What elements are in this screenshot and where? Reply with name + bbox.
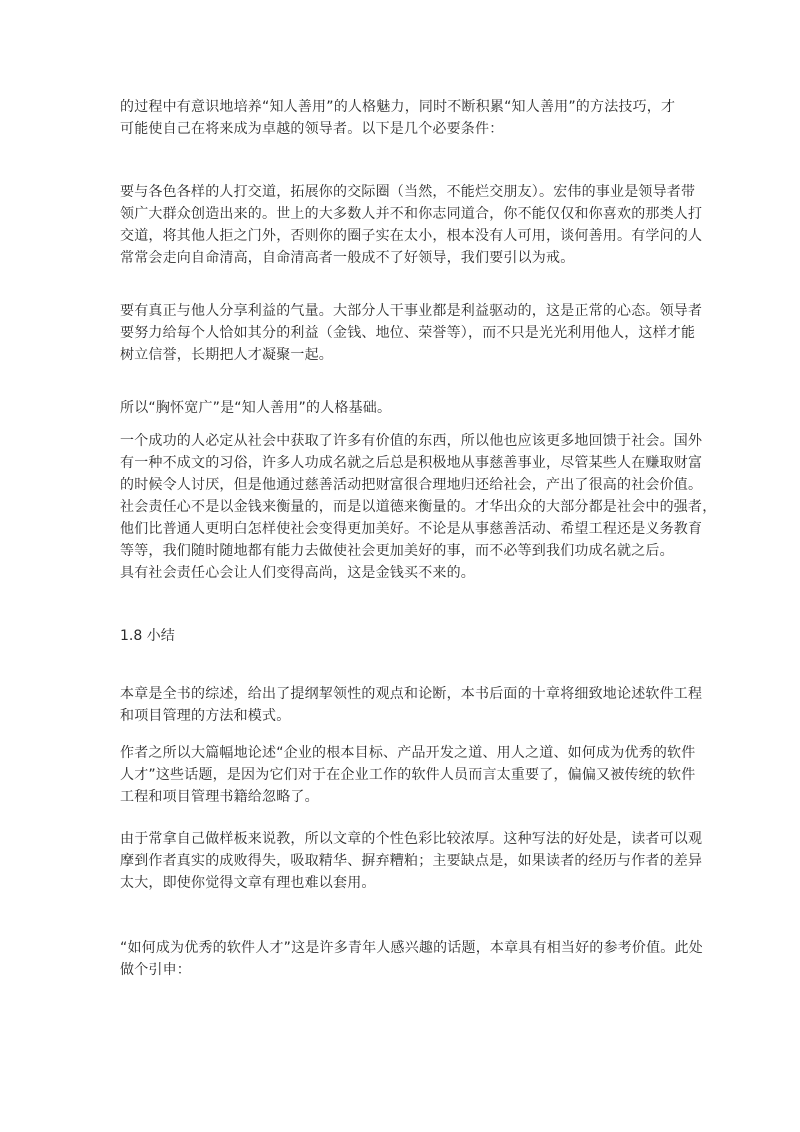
text-line: 他们比普通人更明白怎样使社会变得更加美好。不论是从事慈善活动、希望工程还是义务教育 (120, 521, 703, 537)
paragraph-extension (120, 937, 703, 981)
text-line: 常常会走向自命清高，自命清高者一般成不了好领导，我们要引以为戒。 (120, 250, 575, 266)
text-line: 树立信誉，长期把人才凝聚一起。 (120, 347, 333, 363)
paragraph-share-benefits (120, 300, 703, 366)
text-line: 要努力给每个人恰如其分的利益（金钱、地位、荣誉等），而不只是光光利用他人，这样才能 (120, 325, 696, 341)
text-line: 人才”这些话题，是因为它们对于在企业工作的软件人员而言太重要了，偏偏又被传统的软件 (120, 767, 696, 783)
text-line: 要与各色各样的人打交道，拓展你的交际圈（当然，不能烂交朋友）。宏伟的事业是领导者带 (120, 184, 696, 200)
text-line: 的时候令人讨厌，但是他通过慈善活动把财富很合理地归还给社会，产出了很高的社会价值。 (120, 477, 703, 493)
paragraph-writing-style (120, 828, 703, 894)
section-heading: 1.8 小结 (120, 628, 175, 644)
text-line: 的过程中有意识地培养“知人善用”的人格魅力，同时不断积累“知人善用”的方法技巧，才 (120, 99, 676, 115)
text-line: 可能使自己在将来成为卓越的领导者。以下是几个必要条件： (120, 121, 504, 137)
text-line: 所以“胸怀宽广”是“知人善用”的人格基础。 (120, 400, 392, 416)
paragraph-author-reason (120, 742, 696, 808)
text-line: 本章是全书的综述，给出了提纲挈领性的观点和论断，本书后面的十章将细致地论述软件工程 (120, 686, 703, 702)
text-line: 一个成功的人必定从社会中获取了许多有价值的东西，所以他也应该更多地回馈于社会。国外 (120, 433, 703, 449)
text-line: 领广大群众创造出来的。世上的大多数人并不和你志同道合，你不能仅仅和你喜欢的那类人打 (120, 206, 703, 222)
text-line: 有一种不成文的习俗，许多人功成名就之后总是积极地从事慈善事业，尽管某些人在赚取财富 (120, 455, 703, 471)
text-line: 作者之所以大篇幅地论述“企业的根本目标、产品开发之道、用人之道、如何成为优秀的软件 (120, 745, 696, 761)
text-line: 社会责任心不是以金钱来衡量的，而是以道德来衡量的。才华出众的大部分都是社会中的强者， (120, 499, 717, 515)
text-line: 做个引申： (120, 962, 191, 978)
text-line: 交道，将其他人拒之门外，否则你的圈子实在太小，根本没有人可用，谈何善用。有学问的人 (120, 228, 703, 244)
paragraph-social-circle (120, 181, 703, 269)
text-line: 太大，即使你觉得文章有理也难以套用。 (120, 875, 376, 891)
text-line: 摩到作者真实的成败得失，吸取精华、摒弃糟粕；主要缺点是，如果读者的经历与作者的差异 (120, 853, 703, 869)
text-line: 和项目管理的方法和模式。 (120, 708, 291, 724)
text-line: 具有社会责任心会让人们变得高尚，这是金钱买不来的。 (120, 565, 475, 581)
paragraph-broad-mind (120, 397, 690, 419)
text-line: 要有真正与他人分享利益的气量。大部分人干事业都是利益驱动的，这是正常的心态。领导者 (120, 303, 703, 319)
text-line: 等等，我们随时随地都有能力去做使社会更加美好的事，而不必等到我们功成名就之后。 (120, 543, 674, 559)
text-line: “如何成为优秀的软件人才”这是许多青年人感兴趣的话题，本章具有相当好的参考价值。此处 (120, 940, 703, 956)
text-line: 工程和项目管理书籍给忽略了。 (120, 789, 319, 805)
text-line: 由于常拿自己做样板来说教，所以文章的个性色彩比较浓厚。这种写法的好处是，读者可以观 (120, 831, 703, 847)
paragraph-social-responsibility (120, 430, 717, 584)
paragraph-intro (120, 96, 690, 140)
paragraph-chapter-summary (120, 683, 703, 727)
